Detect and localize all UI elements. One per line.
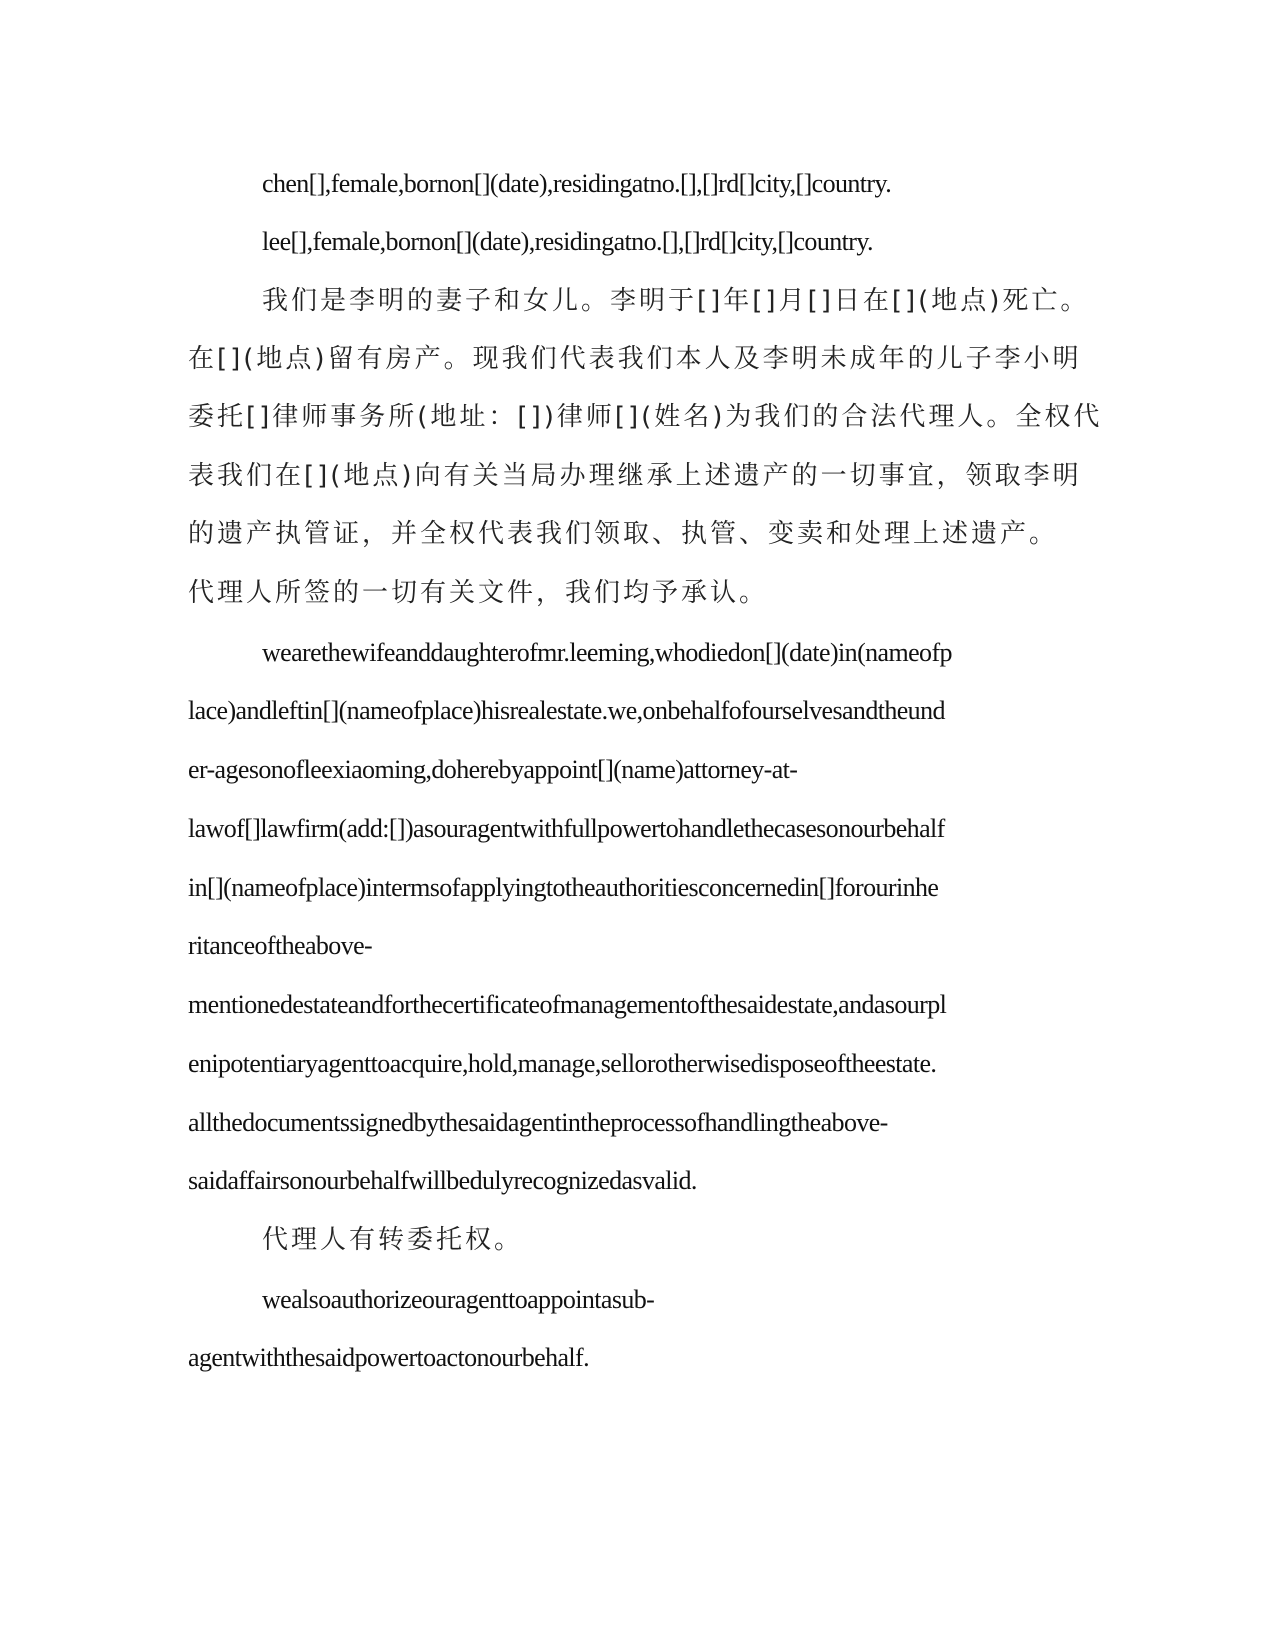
line-cn-2: 在[](地点)留有房产。现我们代表我们本人及李明未成年的儿子李小明	[188, 344, 1082, 374]
line-cn-subagent: 代理人有转委托权。	[262, 1225, 524, 1255]
line-en-2: lace)andleftin[](nameofplace)hisrealestate.we,onbehalfofourselvesandtheund	[188, 696, 945, 725]
line-en-subagent-1: wealsoauthorizeouragenttoappointasub-	[262, 1285, 655, 1314]
line-cn-6: 代理人所签的一切有关文件，我们均予承认。	[188, 578, 769, 608]
line-en-1: wearethewifeanddaughterofmr.leeming,whodiedon[](date)in(nameofp	[262, 638, 952, 667]
line-en-subagent-2: agentwiththesaidpowertoactonourbehalf.	[188, 1343, 589, 1372]
line-lee: lee[],female,bornon[](date),residingatno.[],[]rd[]city,[]country.	[262, 227, 873, 256]
line-chen: chen[],female,bornon[](date),residingatno.[],[]rd[]city,[]country.	[262, 169, 892, 198]
line-en-4: lawof[]lawfirm(add:[])asouragentwithfullpowertohandlethecasesonourbehalf	[188, 814, 945, 843]
line-cn-3: 委托[]律师事务所(地址：[])律师[](姓名)为我们的合法代理人。全权代	[188, 402, 1103, 432]
line-cn-4: 表我们在[](地点)向有关当局办理继承上述遗产的一切事宜，领取李明	[188, 461, 1082, 491]
line-cn-1: 我们是李明的妻子和女儿。李明于[]年[]月[]日在[](地点)死亡。	[262, 286, 1090, 316]
line-en-8: enipotentiaryagenttoacquire,hold,manage,sellorotherwisedisposeoftheestate.	[188, 1049, 937, 1078]
line-en-6: ritanceoftheabove-	[188, 931, 373, 960]
line-en-3: er-agesonofleexiaoming,doherebyappoint[](name)attorney-at-	[188, 755, 798, 784]
line-en-9: allthedocumentssignedbythesaidagentintheprocessofhandlingtheabove-	[188, 1108, 888, 1137]
line-en-5: in[](nameofplace)intermsofapplyingtotheauthoritiesconcernedin[]forourinhe	[188, 873, 939, 902]
line-en-10: saidaffairsonourbehalfwillbedulyrecognizedasvalid.	[188, 1166, 697, 1195]
line-en-7: mentionedestateandforthecertificateofmanagementofthesaidestate,andasourpl	[188, 990, 947, 1019]
line-cn-5: 的遗产执管证，并全权代表我们领取、执管、变卖和处理上述遗产。	[188, 519, 1059, 549]
